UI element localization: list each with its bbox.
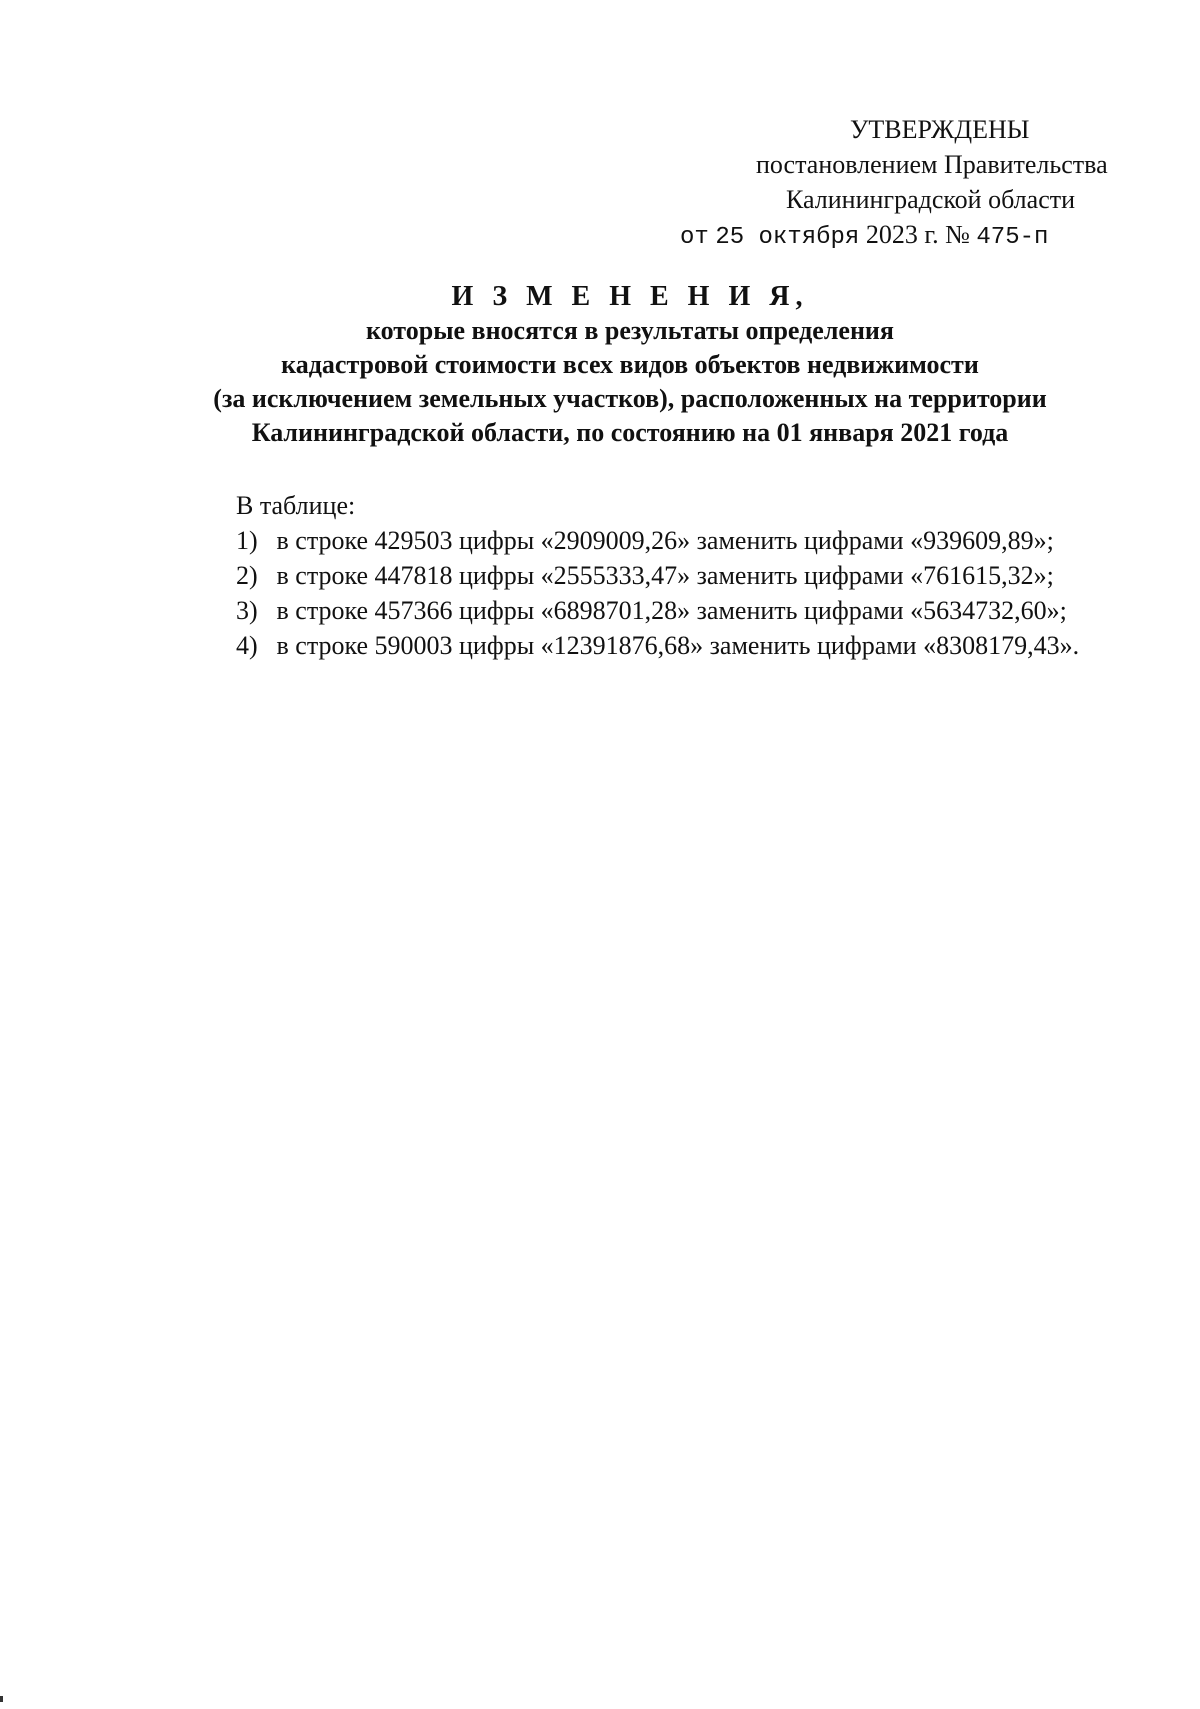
item-number: 4) <box>236 631 258 660</box>
approval-block <box>640 112 1160 255</box>
scan-edge-mark <box>0 1696 3 1702</box>
date-prefix: от <box>680 224 709 251</box>
document-title <box>150 280 1110 450</box>
item-text: в строке 429503 цифры «2909009,26» заменить цифрами «939609,89»; <box>276 526 1054 555</box>
approval-date-number <box>640 217 1160 255</box>
changes-list <box>236 523 1176 663</box>
item-number: 3) <box>236 596 258 625</box>
title-line: которые вносятся в результаты определения <box>366 316 894 345</box>
decree-number: 475-п <box>976 224 1049 251</box>
title-line: кадастровой стоимости всех видов объектов недвижимости <box>281 350 979 379</box>
date-day-month: 25 октября <box>715 224 860 251</box>
number-sign: № <box>945 220 970 249</box>
document-body <box>236 488 1176 663</box>
list-item <box>236 628 1176 663</box>
list-item <box>236 523 1176 558</box>
item-text: в строке 447818 цифры «2555333,47» заменить цифрами «761615,32»; <box>276 561 1054 590</box>
item-number: 2) <box>236 561 258 590</box>
approval-authority: постановлением Правительства <box>756 150 1108 179</box>
list-item <box>236 593 1176 628</box>
list-item <box>236 558 1176 593</box>
body-intro: В таблице: <box>236 491 356 520</box>
approval-region: Калининградской области <box>786 185 1076 214</box>
item-number: 1) <box>236 526 258 555</box>
item-text: в строке 457366 цифры «6898701,28» заменить цифрами «5634732,60»; <box>276 596 1067 625</box>
approval-status: УТВЕРЖДЕНЫ <box>850 115 1030 144</box>
date-year: 2023 г. <box>865 220 939 249</box>
title-heading: И З М Е Н Е Н И Я, <box>451 281 809 312</box>
item-text: в строке 590003 цифры «12391876,68» заменить цифрами «8308179,43». <box>276 631 1080 660</box>
title-line: Калининградской области, по состоянию на 01 января 2021 года <box>251 418 1009 447</box>
title-line: (за исключением земельных участков), расположенных на территории <box>213 384 1047 413</box>
